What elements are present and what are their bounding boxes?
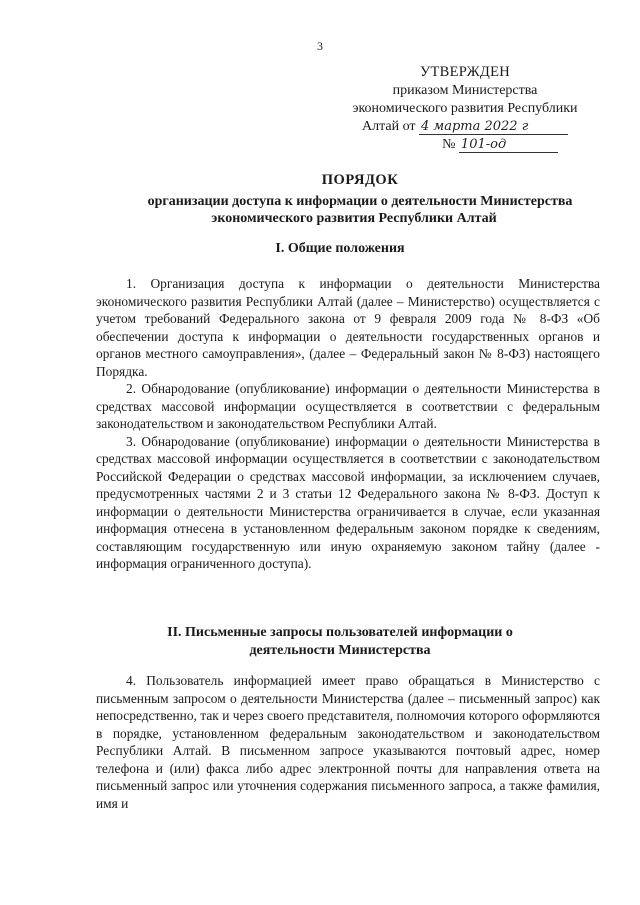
- approval-line-3: [330, 118, 600, 136]
- paragraph-2: 2. Обнародование (опубликование) информации о деятельности Министерства в средствах массовой информации осуществляется в соответствии с федеральным законодательством и законодательством Республики Алтай.: [96, 381, 600, 431]
- paragraph-1: 1. Организация доступа к информации о деятельности Министерства экономического развития Республики Алтай (далее – Министерство) осуществляется с учетом требований Федерального закона от 9 февраля 2009 года № 8-ФЗ «Об обеспечении доступа к информации о деятельности государственных органов и органов местного самоуправления», (далее – Федеральный закон № 8-ФЗ) настоящего Порядка.: [96, 276, 600, 379]
- paragraph-3: 3. Обнародование (опубликование) информации о деятельности Министерства в средствах массовой информации осуществляется в соответствии с законодательством Российской Федерации о средствах массовой информации, за исключением случаев, предусмотренных частями 2 и 3 статьи 12 Федерального закона № 8-ФЗ. Доступ к информации о деятельности Министерства ограничивается в случае, если указанная информация отнесена в установленном федеральным законом порядке к сведениям, составляющим государственную или иную охраняемую законом тайну (далее - информация ограниченного доступа).: [96, 433, 600, 571]
- approval-line-1: приказом Министерства: [392, 83, 538, 98]
- page-number: 3: [317, 39, 323, 53]
- section-2-heading: [80, 624, 600, 660]
- paragraph-4: 4. Пользователь информацией имеет право обращаться в Министерство с письменным запросом о деятельности Министерства (далее – письменный запрос) как непосредственно, так и через своего представителя, полномочия которого оформляются в порядке, установленном федеральным законодательством и законодательством Республики Алтай. В письменном запросе указываются почтовый адрес, номер телефона и (или) факса либо адрес электронной почты для направления ответа на письменный запрос или уточнения содержания письменного запроса, а также фамилия, имя и: [96, 673, 600, 811]
- approval-line-4: [330, 136, 600, 154]
- number-signature: 101-од: [459, 138, 558, 153]
- section-2-heading-line-2: деятельности Министерства: [249, 643, 431, 658]
- date-signature: 4 марта 2022 г: [419, 120, 568, 135]
- approval-date-prefix: Алтай от: [361, 119, 416, 134]
- title-line-2: организации доступа к информации о деятельности Министерства: [147, 194, 573, 209]
- section-2-body: [96, 672, 600, 812]
- section-1-heading: I. Общие положения: [275, 241, 405, 256]
- section-2-heading-line-1: II. Письменные запросы пользователей информации о: [167, 625, 513, 640]
- approval-block: [330, 64, 600, 154]
- section-1-body: [96, 275, 600, 573]
- title-line-3: экономического развития Республики Алтай: [211, 211, 497, 226]
- document-title: [80, 172, 600, 227]
- approval-line-2: экономического развития Республики: [352, 101, 578, 116]
- approval-number-prefix: №: [442, 137, 456, 152]
- approval-title: УТВЕРЖДЕН: [419, 64, 511, 80]
- title-line-1: ПОРЯДОК: [321, 172, 399, 188]
